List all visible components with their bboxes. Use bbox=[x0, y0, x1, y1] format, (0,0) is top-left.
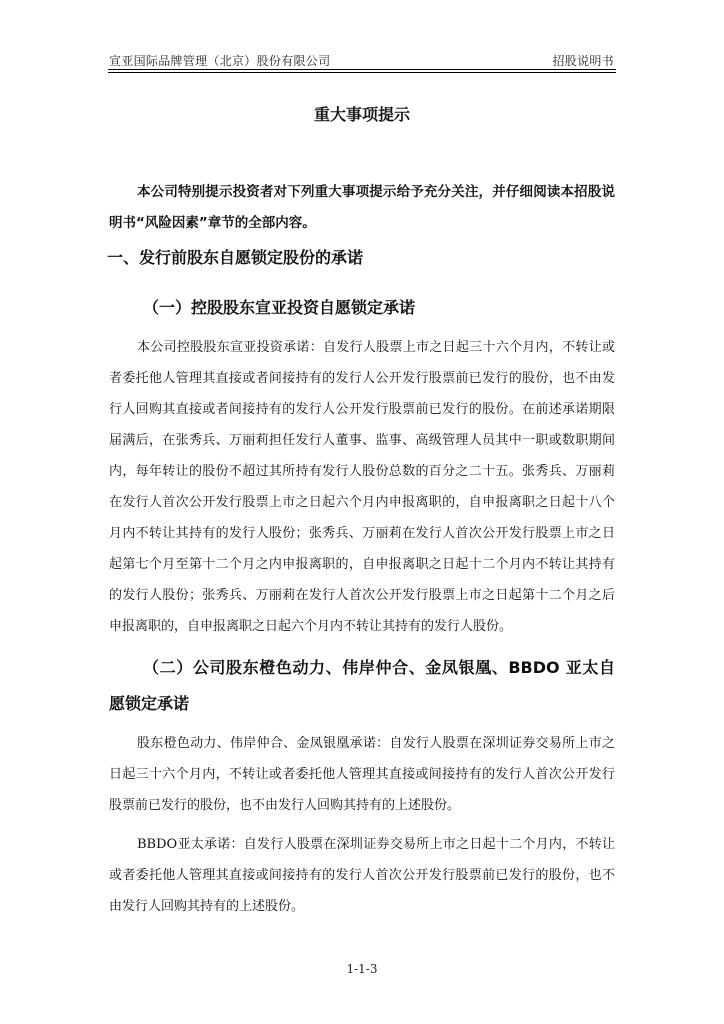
page-content bbox=[109, 102, 615, 930]
subsection-2-body-2: BBDO亚太承诺：自发行人股票在深圳证券交易所上市之日起十二个月内，不转让或者委托他人管理其直接或间接持有的发行人首次公开发行股票前已发行的股份，也不由发行人回购其持有的上述股份。 bbox=[109, 837, 615, 914]
subsection-2-heading: （二）公司股东橙色动力、伟岸仲合、金凤银凰、BBDO 亚太自愿锁定承诺 bbox=[109, 658, 615, 713]
header-document-type: 招股说明书 bbox=[552, 54, 614, 68]
header-rule-thin bbox=[108, 69, 616, 70]
subsection-1-heading: （一）控股股东宣亚投资自愿锁定承诺 bbox=[143, 298, 416, 317]
section-1-heading: 一、发行前股东自愿锁定股份的承诺 bbox=[107, 248, 364, 267]
subsection-2-body-1: 股东橙色动力、伟岸仲合、金凤银凰承诺：自发行人股票在深圳证券交易所上市之日起三十六个月内，不转让或者委托他人管理其直接或间接持有的发行人首次公开发行股票前已发行的股份，也不由发行人回购其持有的上述股份。 bbox=[109, 736, 615, 813]
subsection-1-body: 本公司控股股东宣亚投资承诺：自发行人股票上市之日起三十六个月内，不转让或者委托他人管理其直接或者间接持有的发行人公开发行股票前已发行的股份，也不由发行人回购其直接或者间接持有的发行人公开发行股票前已发行的股份。在前述承诺期限届满后，在张秀兵、万丽莉担任发行人董事、监事、高级管理人员其中一职或数职期间内，每年转让的股份不超过其所持有发行人股份总数的百分之二十五。张秀兵、万丽莉在发行人首次公开发行股票上市之日起六个月内申报离职的，自申报离职之日起十八个月内不转让其持有的发行人股份；张秀兵、万丽莉在发行人首次公开发行股票上市之日起第七个月至第十二个月之内申报离职的，自申报离职之日起十二个月内不转让其持有的发行人股份；张秀兵、万丽莉在发行人首次公开发行股票上市之日起第十二个月之后申报离职的，自申报离职之日起六个月内不转让其持有的发行人股份。 bbox=[109, 340, 615, 634]
header-rule-thick bbox=[108, 72, 616, 73]
page-title: 重大事项提示 bbox=[313, 105, 410, 124]
important-notice: 本公司特别提示投资者对下列重大事项提示给予充分关注，并仔细阅读本招股说明书“风险因素”章节的全部内容。 bbox=[109, 184, 615, 231]
header-company-name: 宣亚国际品牌管理（北京）股份有限公司 bbox=[109, 54, 331, 68]
page-number: 1-1-3 bbox=[346, 962, 378, 976]
